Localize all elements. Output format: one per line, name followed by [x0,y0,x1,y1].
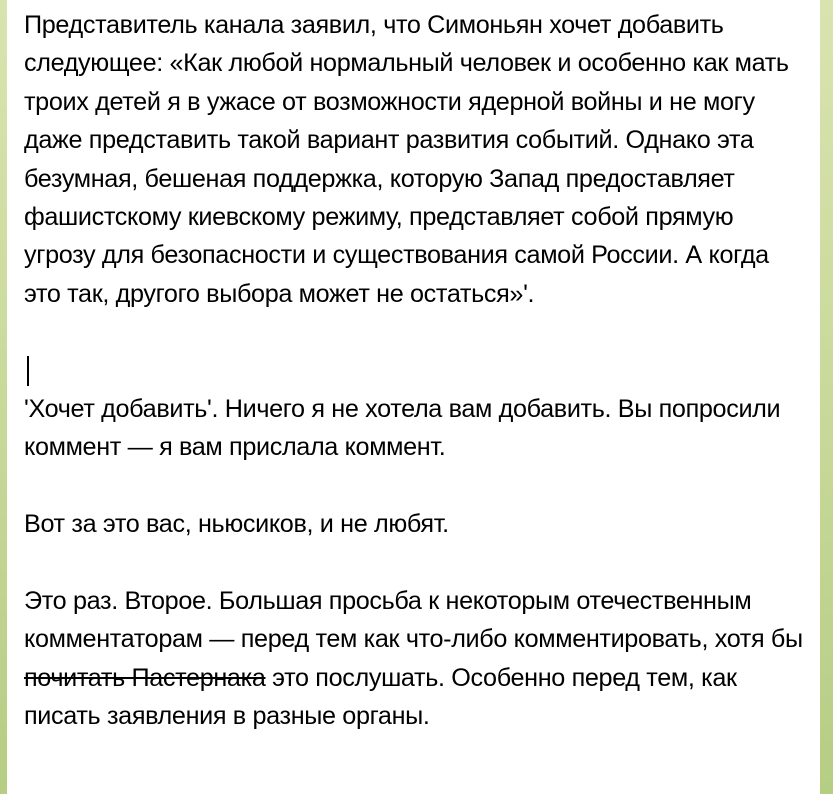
newsies-paragraph: Вот за это вас, ньюсиков, и не любят. [24,510,449,539]
paragraph-gap [24,467,806,505]
quote-paragraph: Представитель канала заявил, что Симоньян хочет добавить следующее: «Как любой нормальный человек и особенно как мать троих детей я в ужасе от возможности ядерной войны и не могу даже представить такой вариант развития событий. Однако эта безумная, бешеная поддержка, которую Запад предоставляет фашистскому киевскому режиму, представляет собой прямую угрозу для безопасности и существования самой России. А когда это так, другого выбора может не остаться»'. [24,11,789,308]
message-text [24,6,806,736]
final-text-before: Это раз. Второе. Большая просьба к некоторым отечественным комментаторам — перед тем как что-либо комментировать, хотя бы [24,587,803,654]
message-bubble [7,0,820,794]
strikethrough-text: почитать Пастернака [24,663,266,692]
final-paragraph [24,582,806,736]
paragraph-gap [24,313,806,351]
reply-paragraph: 'Хочет добавить'. Ничего я не хотела вам добавить. Вы попросили коммент — я вам прислала коммент. [24,395,781,462]
text-cursor-line[interactable] [24,352,806,390]
final-text-after: это послушать. Особенно перед тем, как писать заявления в разные органы. [24,663,737,731]
text-cursor [27,356,29,386]
paragraph-gap [24,544,806,582]
